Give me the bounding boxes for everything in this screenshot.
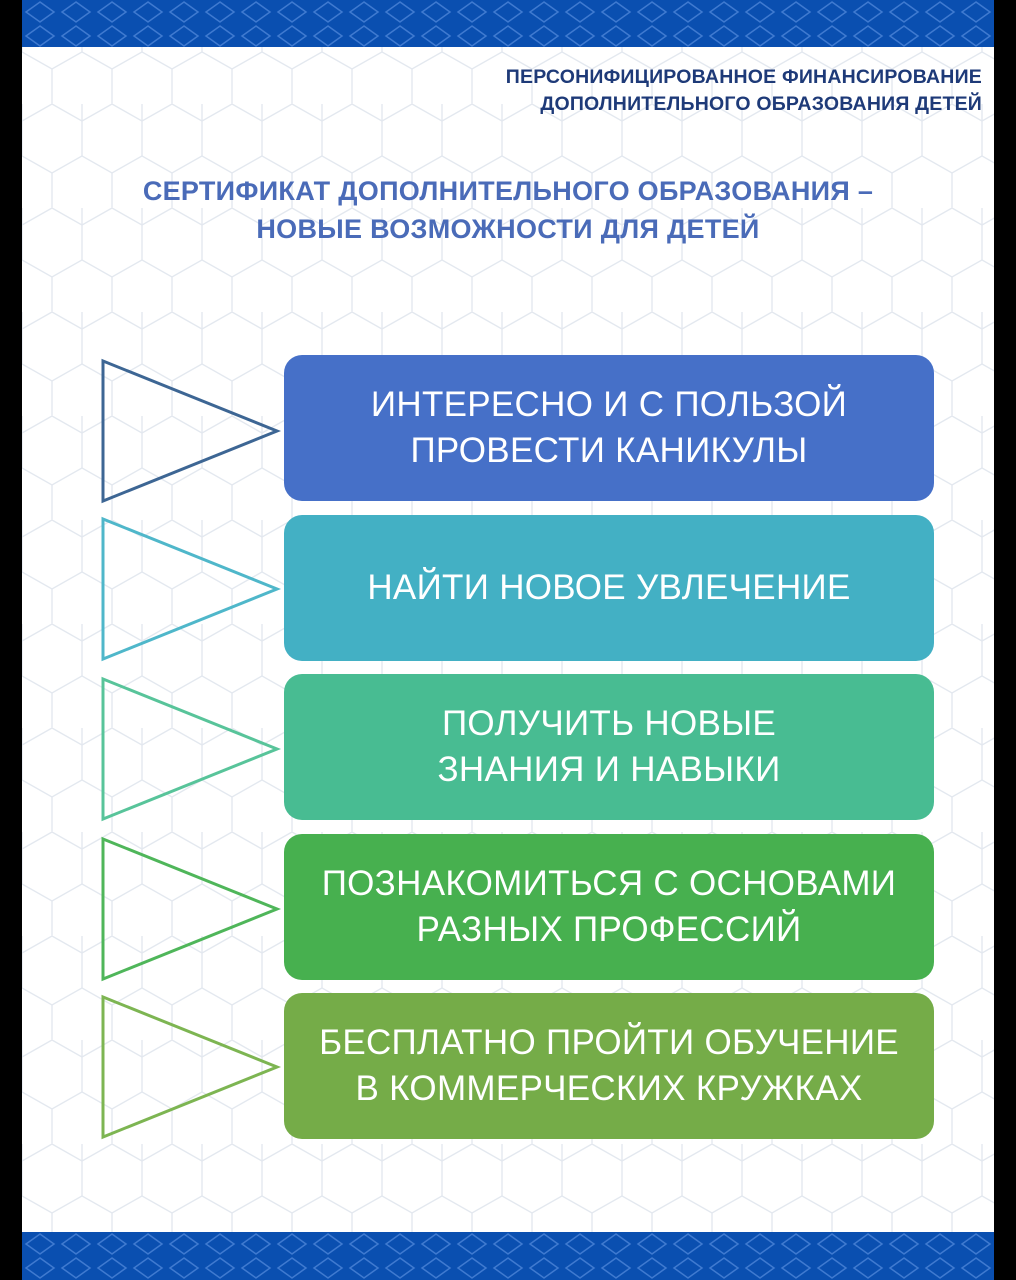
benefit-card-5 <box>284 993 934 1139</box>
benefit-card-2-line-1: НАЙТИ НОВОЕ УВЛЕЧЕНИЕ <box>367 568 851 607</box>
triangle-arrow-icon <box>101 358 283 504</box>
triangle-arrow-4 <box>103 839 277 979</box>
top-decorative-band <box>22 0 994 47</box>
poster <box>22 0 994 1280</box>
triangle-arrow-icon <box>101 676 283 822</box>
benefit-card-2 <box>284 515 934 661</box>
benefit-card-3-line-2: ЗНАНИЯ И НАВЫКИ <box>437 750 781 789</box>
header-line-2: ДОПОЛНИТЕЛЬНОГО ОБРАЗОВАНИЯ ДЕТЕЙ <box>540 93 982 115</box>
triangle-arrow-3 <box>103 679 277 819</box>
benefit-card-4-line-2: РАЗНЫХ ПРОФЕССИЙ <box>416 910 802 949</box>
triangle-arrow-icon <box>101 836 283 982</box>
page-title <box>22 172 994 248</box>
header-line-1: ПЕРСОНИФИЦИРОВАННОЕ ФИНАНСИРОВАНИЕ <box>505 66 982 88</box>
benefit-card-1 <box>284 355 934 501</box>
band-pattern-icon <box>22 0 994 47</box>
benefit-card-3-line-1: ПОЛУЧИТЬ НОВЫЕ <box>441 704 777 743</box>
bottom-decorative-band <box>22 1232 994 1280</box>
benefit-card-4 <box>284 834 934 980</box>
benefit-card-1-line-2: ПРОВЕСТИ КАНИКУЛЫ <box>410 431 808 470</box>
triangle-arrow-5 <box>103 997 277 1137</box>
triangle-arrow-icon <box>101 516 283 662</box>
benefit-card-3 <box>284 674 934 820</box>
program-header <box>282 64 982 118</box>
benefit-card-5-line-1: БЕСПЛАТНО ПРОЙТИ ОБУЧЕНИЕ <box>319 1023 899 1062</box>
band-pattern-icon <box>22 1232 994 1280</box>
title-line-1: СЕРТИФИКАТ ДОПОЛНИТЕЛЬНОГО ОБРАЗОВАНИЯ – <box>142 176 874 206</box>
triangle-arrow-2 <box>103 519 277 659</box>
benefit-card-4-line-1: ПОЗНАКОМИТЬСЯ С ОСНОВАМИ <box>321 864 897 903</box>
title-line-2: НОВЫЕ ВОЗМОЖНОСТИ ДЛЯ ДЕТЕЙ <box>256 214 760 244</box>
benefit-card-5-line-2: В КОММЕРЧЕСКИХ КРУЖКАХ <box>355 1069 863 1108</box>
triangle-arrow-icon <box>101 994 283 1140</box>
triangle-arrow-1 <box>103 361 277 501</box>
benefit-card-1-line-1: ИНТЕРЕСНО И С ПОЛЬЗОЙ <box>370 385 848 424</box>
